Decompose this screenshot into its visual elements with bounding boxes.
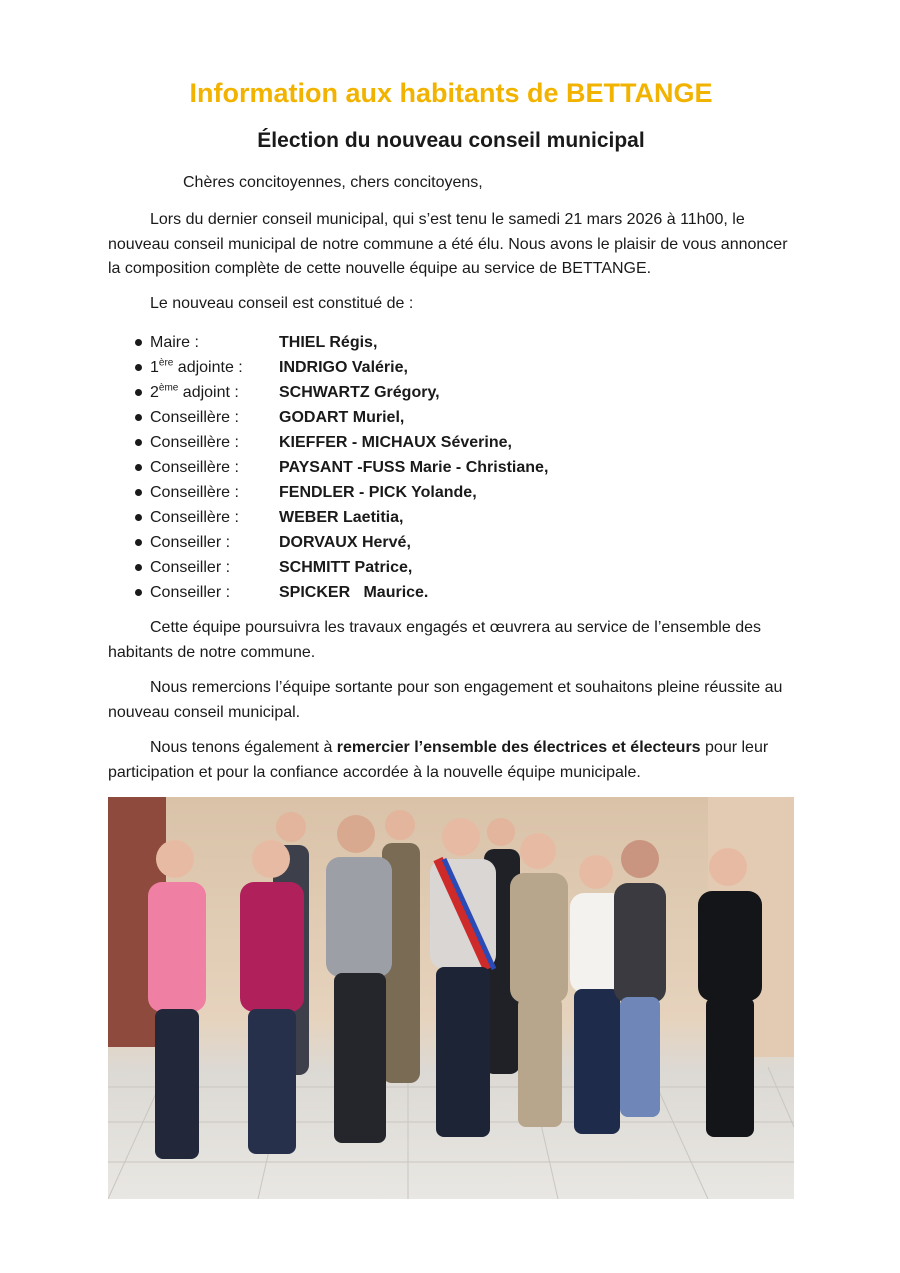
list-item: [108, 355, 794, 380]
member-name: SCHMITT Patrice,: [279, 559, 413, 576]
voters-paragraph: Nous tenons également à remercier l’ensemble des électrices et électeurs pour leur participation et pour la confiance accordée à la nouvelle équipe municipale.: [108, 739, 769, 781]
group-of-people: [148, 810, 762, 1159]
list-item: [108, 555, 794, 580]
member-name: WEBER Laetitia,: [279, 509, 404, 526]
bullet-icon: [135, 339, 142, 346]
bullet-icon: [135, 489, 142, 496]
member-name: THIEL Régis,: [279, 334, 378, 351]
member-role: Conseiller :: [150, 584, 231, 601]
bullet-icon: [135, 439, 142, 446]
member-name: INDRIGO Valérie,: [279, 359, 408, 376]
bullet-icon: [135, 589, 142, 596]
member-role: Conseiller :: [150, 559, 231, 576]
council-group-photo: [108, 797, 794, 1199]
bullet-icon: [135, 539, 142, 546]
member-name: KIEFFER - MICHAUX Séverine,: [279, 434, 512, 451]
list-item: [108, 480, 794, 505]
member-role: Conseillère :: [150, 434, 239, 451]
council-intro: Le nouveau conseil est constitué de :: [150, 295, 414, 312]
member-role: Conseillère :: [150, 509, 239, 526]
member-role: 2ème adjoint :: [150, 382, 239, 401]
member-role: Conseillère :: [150, 459, 239, 476]
bullet-icon: [135, 464, 142, 471]
member-name: FENDLER - PICK Yolande,: [279, 484, 477, 501]
bullet-icon: [135, 514, 142, 521]
thanks-paragraph: Nous remercions l’équipe sortante pour son engagement et souhaitons pleine réussite au nouveau conseil municipal.: [108, 679, 783, 721]
list-item: [108, 580, 794, 605]
member-role: Maire :: [150, 334, 199, 351]
member-name: SPICKER Maurice.: [279, 584, 429, 601]
group-photo-illustration: [108, 797, 794, 1199]
member-role: 1ère adjointe :: [150, 357, 243, 376]
list-item: [108, 530, 794, 555]
greeting: Chères concitoyennes, chers concitoyens,: [183, 174, 483, 191]
member-name: PAYSANT -FUSS Marie - Christiane,: [279, 459, 549, 476]
list-item: [108, 455, 794, 480]
member-role: Conseillère :: [150, 409, 239, 426]
list-item: [108, 330, 794, 355]
bullet-icon: [135, 364, 142, 371]
member-role: Conseillère :: [150, 484, 239, 501]
bullet-icon: [135, 389, 142, 396]
list-item: [108, 405, 794, 430]
bullet-icon: [135, 564, 142, 571]
team-paragraph: Cette équipe poursuivra les travaux engagés et œuvrera au service de l’ensemble des habitants de notre commune.: [108, 619, 761, 661]
member-name: DORVAUX Hervé,: [279, 534, 411, 551]
member-name: GODART Muriel,: [279, 409, 405, 426]
list-item: [108, 505, 794, 530]
list-item: [108, 430, 794, 455]
page-subtitle: Élection du nouveau conseil municipal: [257, 129, 645, 152]
bullet-icon: [135, 414, 142, 421]
member-role: Conseiller :: [150, 534, 231, 551]
page-title: Information aux habitants de BETTANGE: [189, 78, 713, 108]
list-item: [108, 380, 794, 405]
member-name: SCHWARTZ Grégory,: [279, 384, 440, 401]
intro-paragraph: Lors du dernier conseil municipal, qui s’est tenu le samedi 21 mars 2026 à 11h00, le nouveau conseil municipal de notre commune a été élu. Nous avons le plaisir de vous annoncer la composition complète de cette nouvelle équipe au service de BETTANGE.: [108, 211, 788, 277]
council-members-list: [108, 330, 794, 605]
